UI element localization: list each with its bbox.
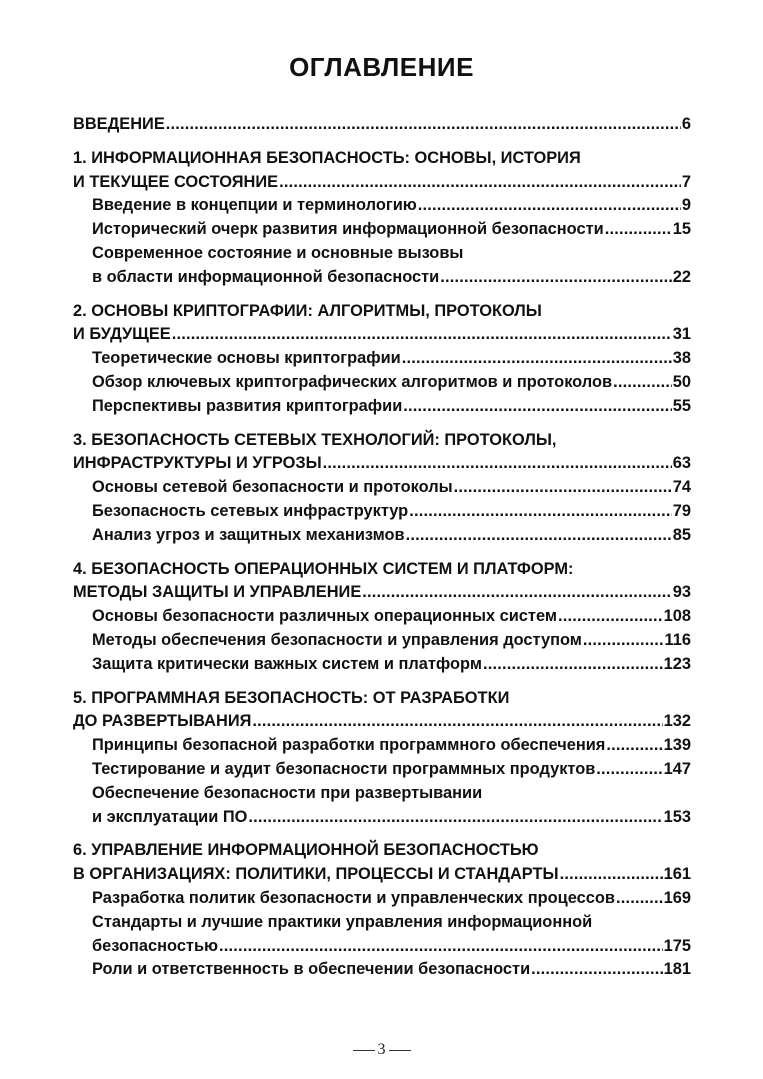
toc-page-number: 74	[672, 478, 691, 497]
toc-entry-leader-line	[92, 806, 691, 830]
toc-section-entry	[73, 887, 691, 911]
toc-page-number: 9	[681, 196, 691, 215]
toc-entry-leader-line	[92, 958, 691, 982]
dot-leader	[440, 266, 672, 290]
toc-chapter-entry	[73, 147, 691, 195]
toc-entry-title: и эксплуатации ПО	[92, 807, 248, 826]
toc-entry-title: В ОРГАНИЗАЦИЯХ: ПОЛИТИКИ, ПРОЦЕССЫ И СТАНДАРТЫ	[73, 865, 559, 884]
toc-entry-title-line: 3. БЕЗОПАСНОСТЬ СЕТЕВЫХ ТЕХНОЛОГИЙ: ПРОТОКОЛЫ,	[73, 430, 557, 449]
toc-entry-title: Перспективы развития криптографии	[92, 396, 403, 415]
toc-entry-title-line: 5. ПРОГРАММНАЯ БЕЗОПАСНОСТЬ: ОТ РАЗРАБОТКИ	[73, 688, 510, 707]
toc-page-number: 63	[672, 454, 691, 473]
toc-page-number: 7	[681, 172, 691, 191]
dot-leader	[166, 113, 681, 137]
toc-section-entry	[73, 734, 691, 758]
toc-entry-leader-line	[92, 653, 691, 677]
dot-leader	[560, 863, 663, 887]
toc-entry-leader-line	[73, 710, 691, 734]
toc-section-entry	[73, 758, 691, 782]
page-title: ОГЛАВЛЕНИЕ	[289, 52, 474, 82]
toc-entry-title: Тестирование и аудит безопасности программных продуктов	[92, 759, 596, 778]
toc-entry-leader-line	[92, 194, 691, 218]
toc-section-entry	[73, 395, 691, 419]
toc-entry-leader-line	[92, 935, 691, 959]
toc-page-number: 93	[672, 583, 691, 602]
toc-entry-title: Безопасность сетевых инфраструктур	[92, 501, 409, 520]
toc-entry-title-line: Обеспечение безопасности при развертывании	[92, 783, 483, 802]
toc-entry-title-line: 6. УПРАВЛЕНИЕ ИНФОРМАЦИОННОЙ БЕЗОПАСНОСТЬЮ	[73, 841, 539, 860]
dot-leader	[605, 218, 672, 242]
footer-dash-right	[389, 1050, 411, 1051]
toc-chapter-entry	[73, 300, 691, 348]
toc-section-entry	[73, 911, 691, 959]
toc-page-number: 108	[663, 607, 691, 626]
toc-entry-leader-line	[73, 863, 691, 887]
toc-entry-title: Теоретические основы криптографии	[92, 349, 401, 368]
toc-entry-title-line: 1. ИНФОРМАЦИОННАЯ БЕЗОПАСНОСТЬ: ОСНОВЫ, ИСТОРИЯ	[73, 148, 581, 167]
toc-page-number: 79	[672, 501, 691, 520]
table-of-contents	[73, 113, 691, 982]
toc-entry-title: ИНФРАСТРУКТУРЫ И УГРОЗЫ	[73, 454, 322, 473]
toc-entry-title: Защита критически важных систем и платформ	[92, 654, 482, 673]
dot-leader	[252, 710, 662, 734]
toc-entry-title: безопасностью	[92, 936, 219, 955]
toc-page-number: 139	[663, 736, 691, 755]
toc-entry-title-line: 4. БЕЗОПАСНОСТЬ ОПЕРАЦИОННЫХ СИСТЕМ И ПЛАТФОРМ:	[73, 559, 574, 578]
toc-page-number: 169	[663, 888, 691, 907]
toc-entry-title: в области информационной безопасности	[92, 267, 440, 286]
toc-section-entry	[73, 958, 691, 982]
dot-leader	[483, 653, 663, 677]
toc-entry-leader-line	[73, 171, 691, 195]
dot-leader	[362, 581, 672, 605]
toc-section-entry	[73, 653, 691, 677]
toc-page-number: 38	[672, 349, 691, 368]
toc-page-number: 123	[663, 654, 691, 673]
toc-entry-title: Принципы безопасной разработки программного обеспечения	[92, 736, 606, 755]
toc-entry-leader-line	[92, 218, 691, 242]
toc-entry-leader-line	[73, 113, 691, 137]
toc-section-entry	[73, 605, 691, 629]
toc-entry-title: Исторический очерк развития информационной безопасности	[92, 220, 604, 239]
toc-section-entry	[73, 500, 691, 524]
toc-entry-title: Методы обеспечения безопасности и управления доступом	[92, 630, 582, 649]
toc-entry-title: Разработка политик безопасности и управленческих процессов	[92, 888, 615, 907]
toc-entry-title: Основы безопасности различных операционных систем	[92, 607, 557, 626]
toc-chapter-entry	[73, 558, 691, 606]
toc-page-number: 116	[664, 630, 691, 649]
dot-leader	[406, 524, 672, 548]
dot-leader	[172, 323, 672, 347]
toc-chapter-entry	[73, 839, 691, 887]
dot-leader	[323, 452, 672, 476]
toc-entry-title-line: Современное состояние и основные вызовы	[92, 243, 464, 262]
toc-page-number: 132	[663, 712, 691, 731]
toc-section-entry	[73, 371, 691, 395]
toc-section-entry	[73, 242, 691, 290]
toc-page-number: 153	[663, 807, 691, 826]
page-footer	[0, 1041, 763, 1059]
toc-entry-leader-line	[92, 734, 691, 758]
toc-section-entry	[73, 524, 691, 548]
toc-entry-title-line: Стандарты и лучшие практики управления информационной	[92, 912, 593, 931]
footer-dash-left	[353, 1050, 375, 1051]
toc-page-number: 31	[672, 325, 691, 344]
toc-entry-title: Роли и ответственность в обеспечении безопасности	[92, 960, 531, 979]
toc-entry-leader-line	[92, 629, 691, 653]
dot-leader	[402, 347, 672, 371]
toc-page-number: 6	[681, 115, 691, 133]
dot-leader	[606, 734, 662, 758]
toc-chapter-entry	[73, 113, 691, 137]
toc-page-number: 85	[672, 525, 691, 544]
toc-entry-leader-line	[92, 887, 691, 911]
toc-entry-leader-line	[92, 371, 691, 395]
toc-entry-leader-line	[73, 581, 691, 605]
toc-page-number: 147	[663, 759, 691, 778]
toc-section-entry	[73, 629, 691, 653]
toc-entry-leader-line	[73, 323, 691, 347]
toc-entry-title: ДО РАЗВЕРТЫВАНИЯ	[73, 712, 252, 731]
toc-entry-leader-line	[92, 605, 691, 629]
toc-entry-leader-line	[92, 524, 691, 548]
toc-chapter-entry	[73, 429, 691, 477]
dot-leader	[596, 758, 662, 782]
dot-leader	[403, 395, 671, 419]
toc-entry-leader-line	[92, 395, 691, 419]
toc-section-entry	[73, 347, 691, 371]
dot-leader	[418, 194, 681, 218]
toc-page-number: 15	[672, 220, 691, 239]
toc-section-entry	[73, 782, 691, 830]
toc-chapter-entry	[73, 687, 691, 735]
dot-leader	[616, 887, 663, 911]
toc-page-number: 181	[663, 960, 691, 979]
dot-leader	[583, 629, 664, 653]
toc-page-number: 161	[663, 865, 691, 884]
toc-entry-leader-line	[92, 758, 691, 782]
toc-entry-leader-line	[73, 452, 691, 476]
toc-entry-title: И БУДУЩЕЕ	[73, 325, 171, 344]
toc-entry-title: Основы сетевой безопасности и протоколы	[92, 478, 453, 497]
toc-section-entry	[73, 194, 691, 218]
toc-entry-title: И ТЕКУЩЕЕ СОСТОЯНИЕ	[73, 172, 279, 191]
toc-entry-title: МЕТОДЫ ЗАЩИТЫ И УПРАВЛЕНИЕ	[73, 583, 362, 602]
dot-leader	[248, 806, 662, 830]
dot-leader	[279, 171, 681, 195]
toc-section-entry	[73, 218, 691, 242]
toc-entry-title: ВВЕДЕНИЕ	[73, 115, 165, 133]
dot-leader	[454, 476, 672, 500]
toc-entry-title-line: 2. ОСНОВЫ КРИПТОГРАФИИ: АЛГОРИТМЫ, ПРОТОКОЛЫ	[73, 301, 542, 320]
toc-entry-leader-line	[92, 476, 691, 500]
page-number: 3	[377, 1041, 386, 1058]
toc-page-number: 22	[672, 267, 691, 286]
toc-entry-leader-line	[92, 266, 691, 290]
dot-leader	[531, 958, 662, 982]
toc-section-entry	[73, 476, 691, 500]
dot-leader	[219, 935, 663, 959]
toc-page-number: 50	[672, 372, 691, 391]
dot-leader	[558, 605, 663, 629]
toc-entry-leader-line	[92, 347, 691, 371]
toc-entry-title: Обзор ключевых криптографических алгоритмов и протоколов	[92, 372, 613, 391]
toc-page-number: 175	[663, 936, 691, 955]
dot-leader	[409, 500, 672, 524]
toc-page-number: 55	[672, 396, 691, 415]
toc-entry-leader-line	[92, 500, 691, 524]
toc-entry-title: Анализ угроз и защитных механизмов	[92, 525, 405, 544]
toc-entry-title: Введение в концепции и терминологию	[92, 196, 417, 215]
dot-leader	[613, 371, 672, 395]
